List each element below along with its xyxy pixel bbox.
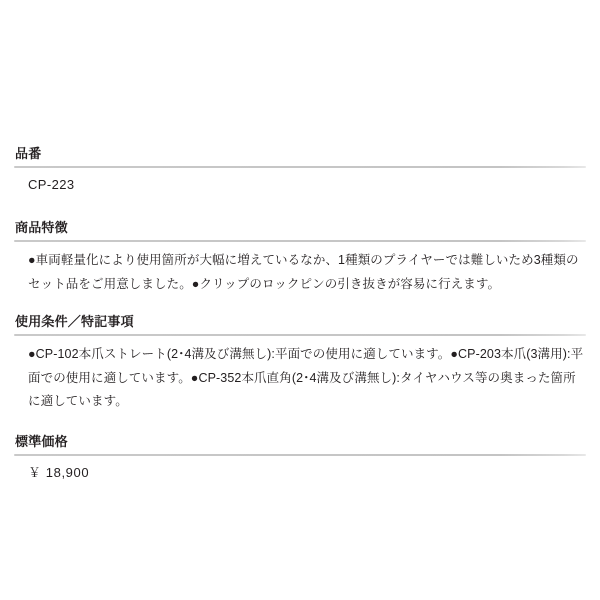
section-heading-usage-conditions: 使用条件／特記事項 [15, 314, 134, 329]
section-divider-standard-price [14, 454, 586, 456]
section-body-standard-price: ￥ 18,900 [28, 464, 90, 480]
section-standard-price [14, 434, 586, 483]
section-part-number [14, 0, 586, 195]
section-divider-product-features [14, 240, 586, 242]
spacer [14, 296, 586, 314]
section-product-features [14, 220, 586, 296]
section-usage-conditions [14, 314, 586, 414]
section-divider-usage-conditions [14, 334, 586, 336]
section-heading-standard-price: 標準価格 [15, 433, 68, 449]
section-body-product-features: ●車両軽量化により使用箇所が大幅に増えているなか、1種類のプライヤーでは難しいため3種類のセット品をご用意しました。●クリップのロックピンの引き抜きが容易に行えます。 [28, 253, 579, 291]
section-divider-part-number [14, 166, 586, 168]
section-heading-product-features: 商品特徴 [15, 220, 68, 235]
section-heading-part-number: 品番 [15, 146, 42, 161]
section-body-usage-conditions: ●CP-102本爪ストレート(2･4溝及び溝無し):平面での使用に適しています。●CP-203本爪(3溝用):平面での使用に適しています。●CP-352本爪直角(2･4溝及び溝無し):タイヤハウス等の奥まった箇所に適しています。 [28, 347, 584, 408]
section-body-part-number: CP-223 [28, 177, 75, 192]
spacer [14, 195, 586, 220]
spacer [14, 414, 586, 434]
